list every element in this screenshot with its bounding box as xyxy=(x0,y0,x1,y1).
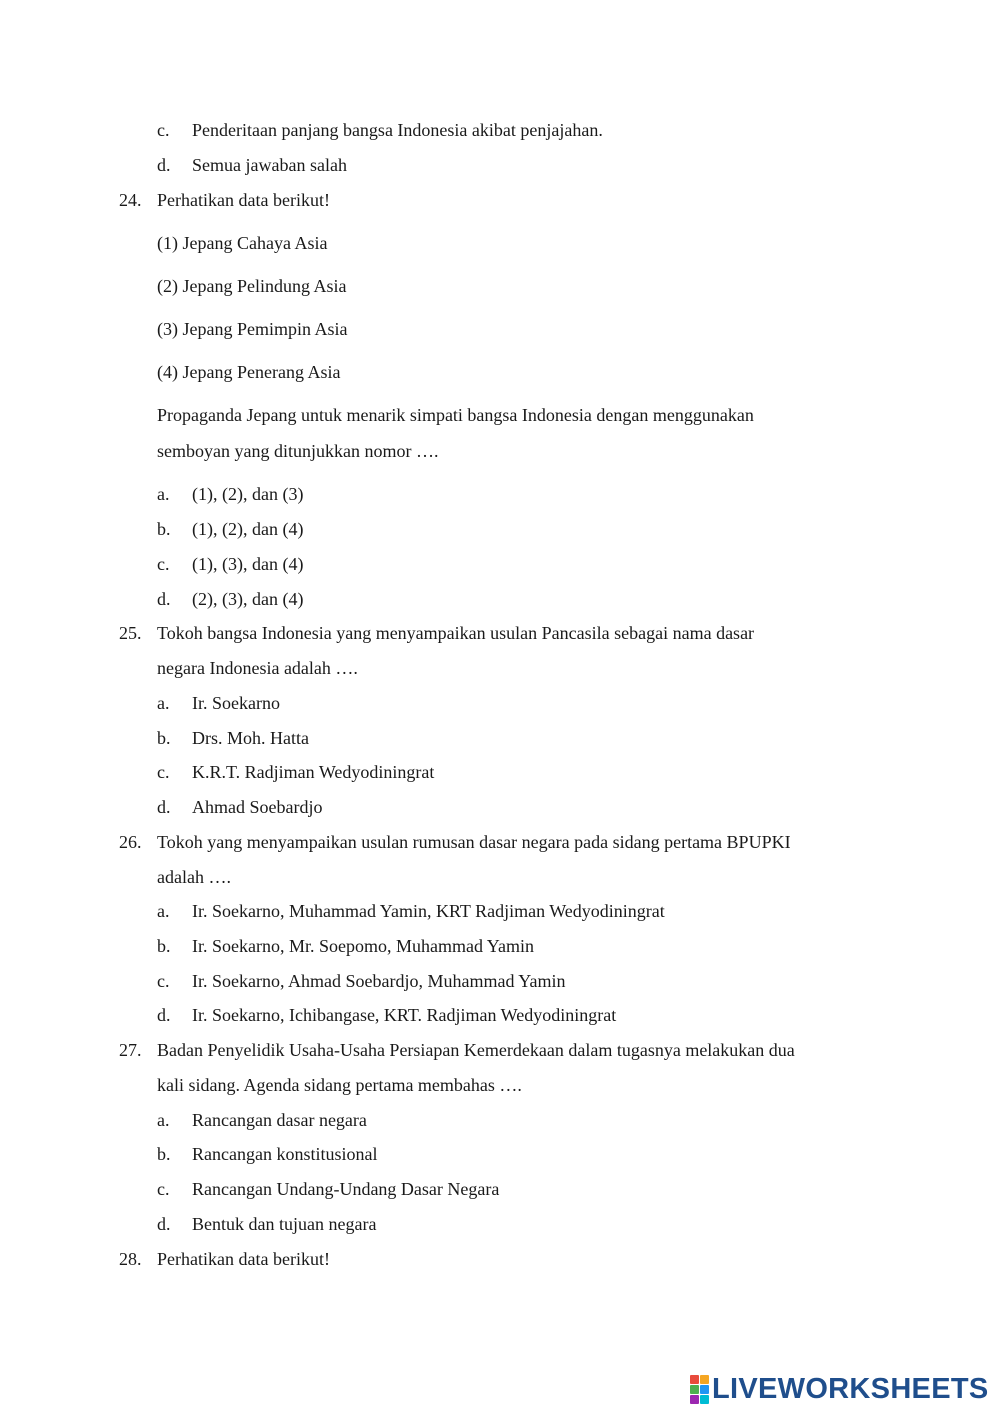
question-text: negara Indonesia adalah …. xyxy=(157,658,358,678)
option-text[interactable]: Ir. Soekarno, Mr. Soepomo, Muhammad Yamin xyxy=(192,936,534,956)
option-text[interactable]: Drs. Moh. Hatta xyxy=(192,728,309,748)
option-letter: b. xyxy=(157,519,171,539)
option-text[interactable]: Ir. Soekarno, Ichibangase, KRT. Radjiman Wedyodiningrat xyxy=(192,1005,617,1025)
option-text[interactable]: Bentuk dan tujuan negara xyxy=(192,1214,377,1234)
option-text[interactable]: Ir. Soekarno, Muhammad Yamin, KRT Radjiman Wedyodiningrat xyxy=(192,901,665,921)
logo-square xyxy=(690,1395,699,1404)
question-number: 28. xyxy=(119,1249,142,1269)
question-text: kali sidang. Agenda sidang pertama membahas …. xyxy=(157,1075,522,1095)
question-text: Perhatikan data berikut! xyxy=(157,190,330,210)
question-text: Perhatikan data berikut! xyxy=(157,1249,330,1269)
option-letter: d. xyxy=(157,1214,171,1234)
option-text[interactable]: (1), (2), dan (3) xyxy=(192,484,304,504)
option-letter: c. xyxy=(157,762,170,782)
data-item: (2) Jepang Pelindung Asia xyxy=(157,276,347,296)
option-letter: a. xyxy=(157,484,170,504)
option-letter: d. xyxy=(157,155,171,175)
option-letter: d. xyxy=(157,589,171,609)
option-letter: c. xyxy=(157,1179,170,1199)
data-item: (1) Jepang Cahaya Asia xyxy=(157,233,328,253)
option-text[interactable]: Ir. Soekarno xyxy=(192,693,280,713)
question-text: adalah …. xyxy=(157,867,231,887)
data-item: (4) Jepang Penerang Asia xyxy=(157,362,341,382)
option-letter: b. xyxy=(157,728,171,748)
logo-square xyxy=(690,1385,699,1394)
logo-square xyxy=(700,1375,709,1384)
option-text: Penderitaan panjang bangsa Indonesia akibat penjajahan. xyxy=(192,120,603,140)
option-text[interactable]: Ir. Soekarno, Ahmad Soebardjo, Muhammad Yamin xyxy=(192,971,566,991)
option-text: Semua jawaban salah xyxy=(192,155,347,175)
option-text[interactable]: (1), (2), dan (4) xyxy=(192,519,304,539)
option-letter: a. xyxy=(157,901,170,921)
option-letter: a. xyxy=(157,1110,170,1130)
question-number: 27. xyxy=(119,1040,142,1060)
logo-square xyxy=(700,1395,709,1404)
question-text: Badan Penyelidik Usaha-Usaha Persiapan Kemerdekaan dalam tugasnya melakukan dua xyxy=(157,1040,795,1060)
logo-text: LIVEWORKSHEETS xyxy=(712,1372,989,1405)
question-prompt: semboyan yang ditunjukkan nomor …. xyxy=(157,441,439,461)
option-letter: b. xyxy=(157,1144,171,1164)
logo-square xyxy=(700,1385,709,1394)
question-number: 25. xyxy=(119,623,142,643)
option-letter: c. xyxy=(157,554,170,574)
option-text[interactable]: K.R.T. Radjiman Wedyodiningrat xyxy=(192,762,435,782)
question-number: 24. xyxy=(119,190,142,210)
option-letter: c. xyxy=(157,120,170,140)
option-letter: b. xyxy=(157,936,171,956)
option-text[interactable]: (2), (3), dan (4) xyxy=(192,589,304,609)
option-letter: d. xyxy=(157,797,171,817)
option-letter: c. xyxy=(157,971,170,991)
option-letter: d. xyxy=(157,1005,171,1025)
option-text[interactable]: Rancangan dasar negara xyxy=(192,1110,367,1130)
question-text: Tokoh yang menyampaikan usulan rumusan dasar negara pada sidang pertama BPUPKI xyxy=(157,832,791,852)
option-text[interactable]: Rancangan konstitusional xyxy=(192,1144,378,1164)
logo-square xyxy=(690,1375,699,1384)
data-item: (3) Jepang Pemimpin Asia xyxy=(157,319,348,339)
option-text[interactable]: Rancangan Undang-Undang Dasar Negara xyxy=(192,1179,500,1199)
option-text[interactable]: (1), (3), dan (4) xyxy=(192,554,304,574)
liveworksheets-icon xyxy=(690,1375,709,1404)
question-number: 26. xyxy=(119,832,142,852)
question-text: Tokoh bangsa Indonesia yang menyampaikan usulan Pancasila sebagai nama dasar xyxy=(157,623,755,643)
question-prompt: Propaganda Jepang untuk menarik simpati bangsa Indonesia dengan menggunakan xyxy=(157,405,754,425)
liveworksheets-logo xyxy=(690,1374,989,1404)
option-text[interactable]: Ahmad Soebardjo xyxy=(192,797,323,817)
option-letter: a. xyxy=(157,693,170,713)
